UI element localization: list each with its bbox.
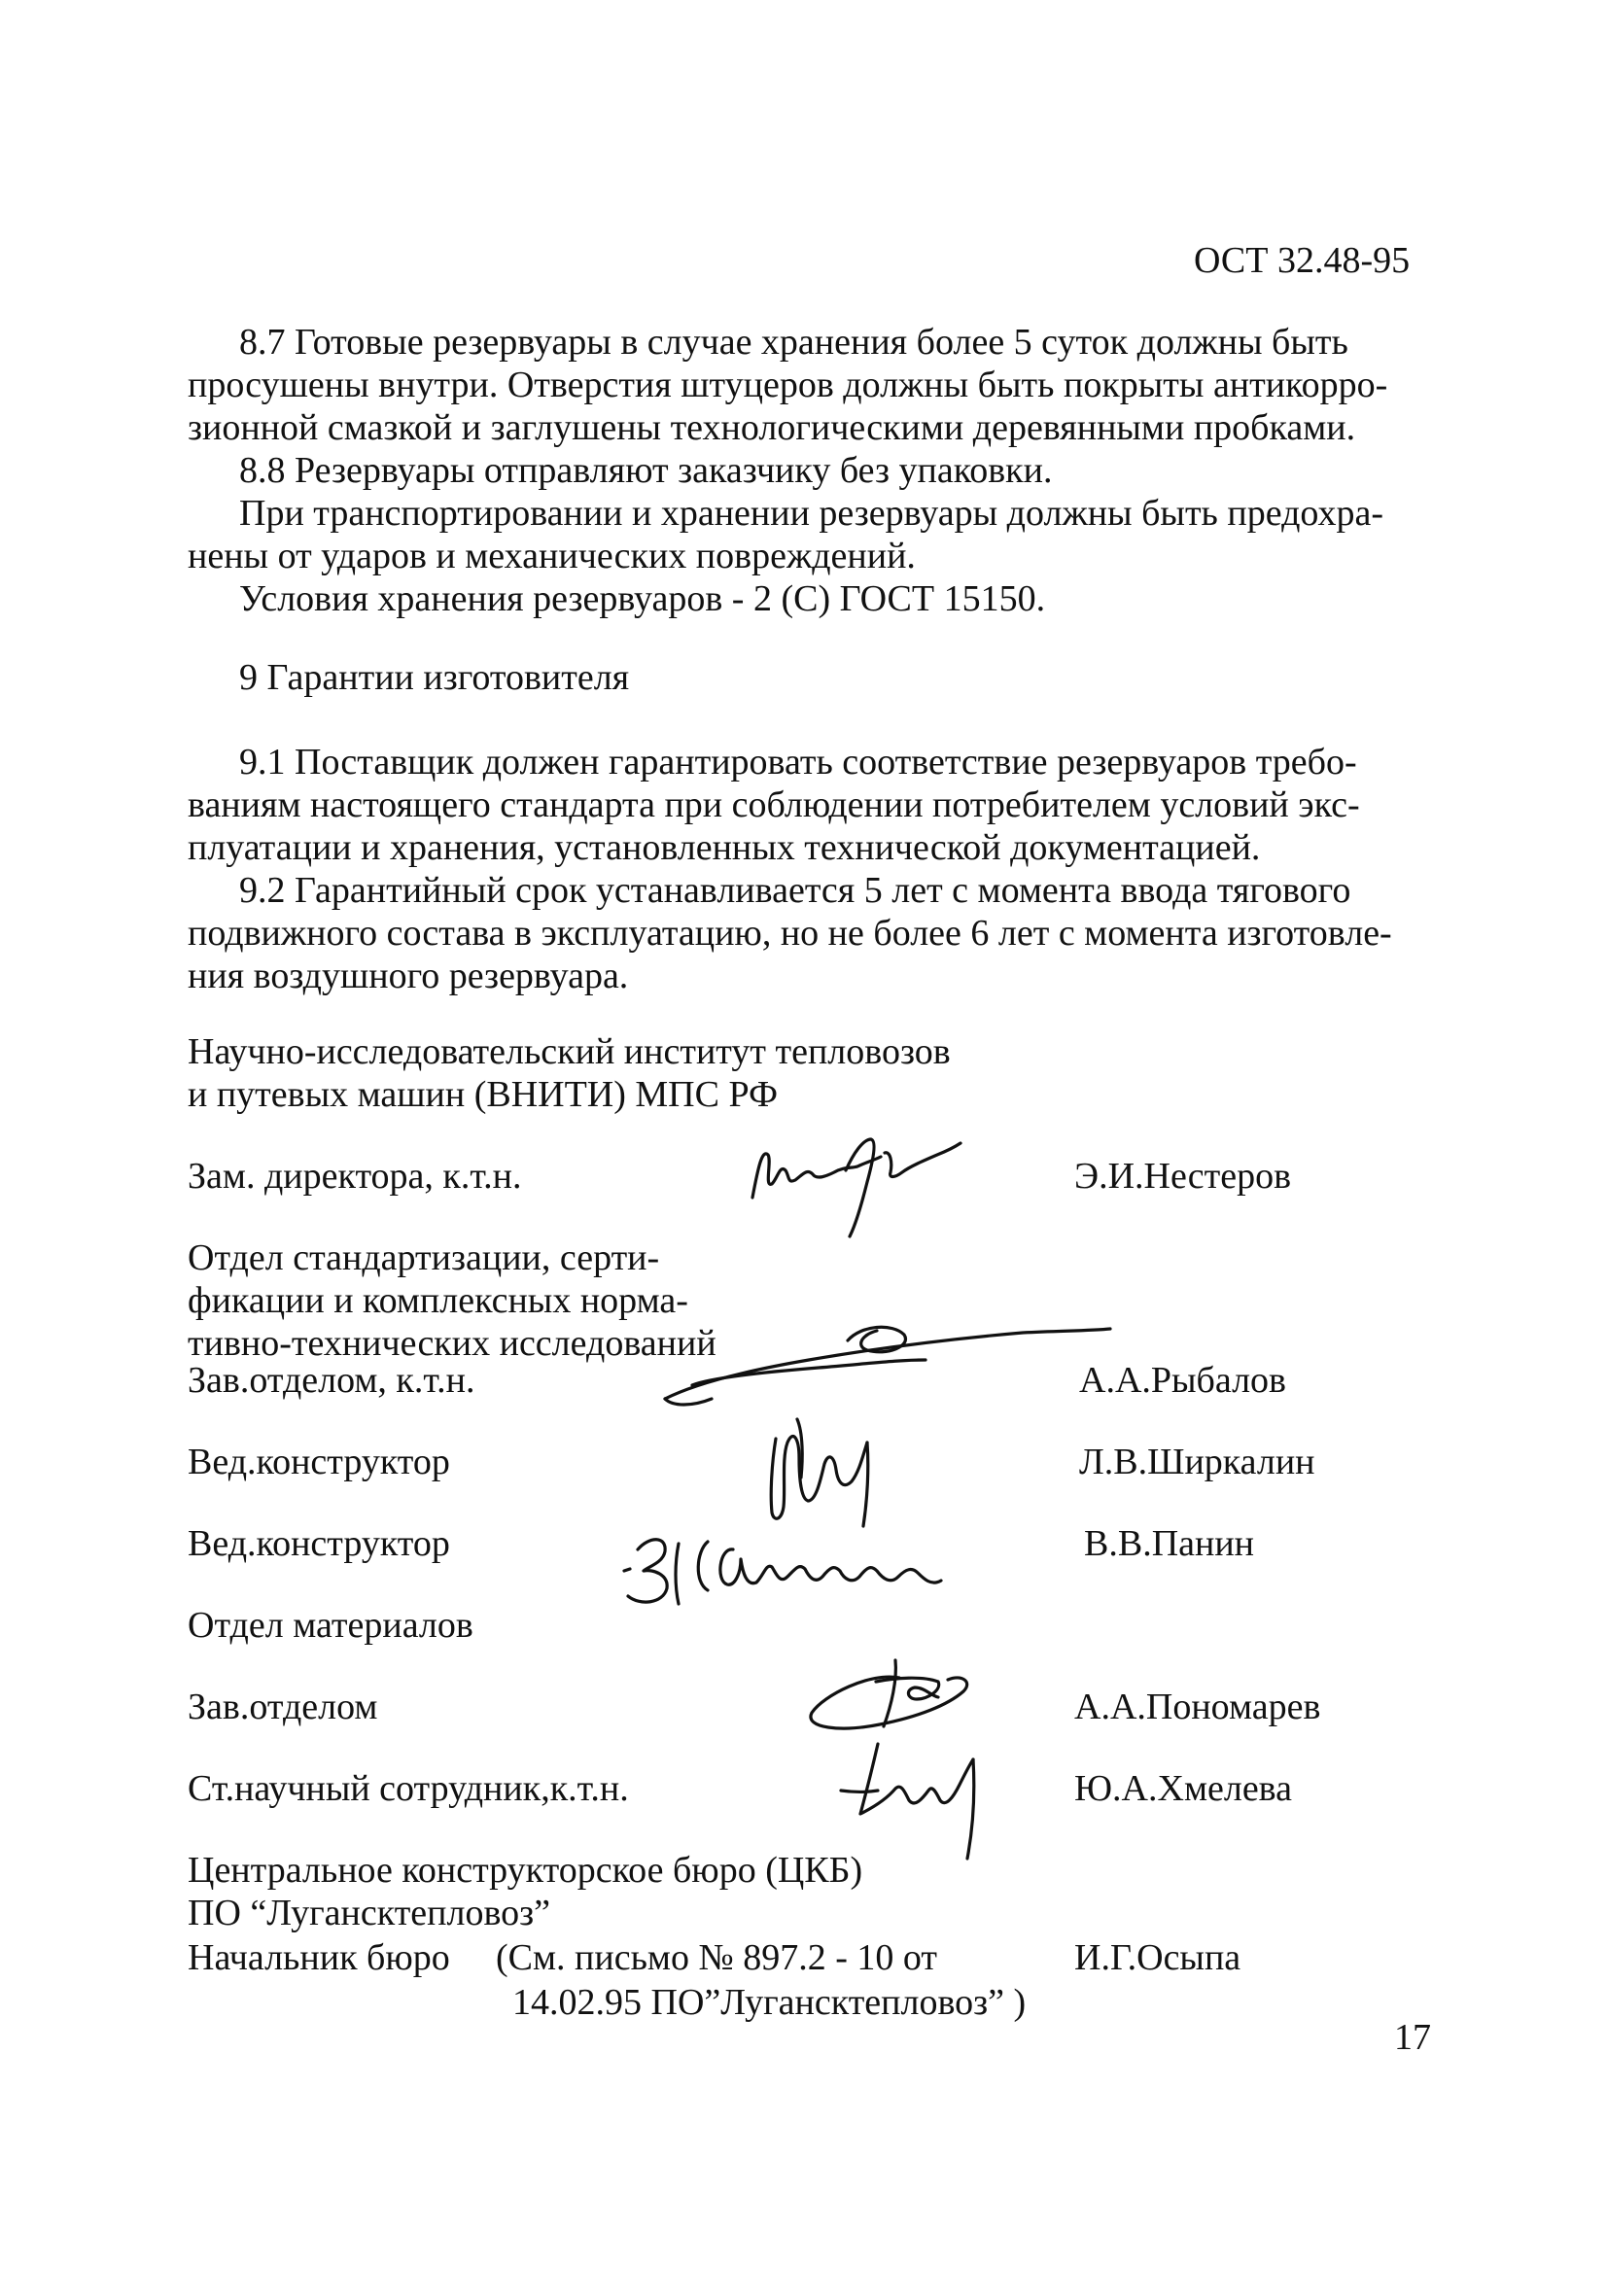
paragraph-9-1-line-3: плуатации и хранения, установленных технической документацией. xyxy=(188,827,1261,868)
lead-designer-1-name: Л.В.Ширкалин xyxy=(1079,1442,1315,1482)
bureau-head-note-line-1: (См. письмо № 897.2 - 10 от xyxy=(496,1937,937,1978)
standards-dept-line-3: тивно-технических исследований xyxy=(188,1323,716,1364)
paragraph-transport-line-2: нены от ударов и механических повреждений. xyxy=(188,536,916,576)
bureau-head-name: И.Г.Осыпа xyxy=(1074,1937,1241,1978)
senior-researcher-position: Ст.научный сотрудник,к.т.н. xyxy=(188,1768,629,1809)
institute-name-line-1: Научно-исследовательский институт тепловозов xyxy=(188,1031,951,1072)
paragraph-8-8: 8.8 Резервуары отправляют заказчику без упаковки. xyxy=(239,450,1053,491)
institute-name-line-2: и путевых машин (ВНИТИ) МПС РФ xyxy=(188,1074,778,1115)
deputy-director-position: Зам. директора, к.т.н. xyxy=(188,1156,522,1197)
document-code: ОСТ 32.48-95 xyxy=(1194,240,1411,281)
lead-designer-2-signature xyxy=(614,1507,984,1614)
lead-designer-2-position: Вед.конструктор xyxy=(188,1523,450,1564)
head-of-dept-name: А.А.Рыбалов xyxy=(1079,1360,1286,1401)
section-9-heading: 9 Гарантии изготовителя xyxy=(239,657,630,698)
paragraph-transport-line-1: При транспортировании и хранении резервуары должны быть предохра- xyxy=(239,493,1383,534)
head-of-dept-position: Зав.отделом, к.т.н. xyxy=(188,1360,475,1401)
materials-dept-label: Отдел материалов xyxy=(188,1605,473,1646)
bureau-head-note-line-2: 14.02.95 ПО”Лугансктепловоз” ) xyxy=(512,1982,1027,2023)
senior-researcher-name: Ю.А.Хмелева xyxy=(1074,1768,1292,1809)
paragraph-8-7-line-2: просушены внутри. Отверстия штуцеров должны быть покрыты антикорро- xyxy=(188,365,1388,405)
bureau-name-line-2: ПО “Лугансктепловоз” xyxy=(188,1893,551,1933)
deputy-director-signature xyxy=(739,1128,972,1244)
paragraph-9-1-line-1: 9.1 Поставщик должен гарантировать соответствие резервуаров требо- xyxy=(239,742,1357,783)
paragraph-9-2-line-1: 9.2 Гарантийный срок устанавливается 5 лет с момента ввода тягового xyxy=(239,870,1351,911)
senior-researcher-signature xyxy=(831,1730,1006,1866)
paragraph-8-7-line-3: зионной смазкой и заглушены технологическими деревянными пробками. xyxy=(188,407,1356,448)
lead-designer-2-name: В.В.Панин xyxy=(1084,1523,1255,1564)
page-number: 17 xyxy=(1394,2017,1431,2058)
materials-head-name: А.А.Пономарев xyxy=(1074,1687,1321,1727)
paragraph-8-7-line-1: 8.7 Готовые резервуары в случае хранения более 5 суток должны быть xyxy=(239,322,1348,363)
materials-head-position: Зав.отделом xyxy=(188,1687,378,1727)
paragraph-9-1-line-2: ваниям настоящего стандарта при соблюдении потребителем условий экс- xyxy=(188,784,1360,825)
bureau-head-position: Начальник бюро xyxy=(188,1937,450,1978)
paragraph-9-2-line-3: ния воздушного резервуара. xyxy=(188,956,629,996)
paragraph-9-2-line-2: подвижного состава в эксплуатацию, но не более 6 лет с момента изготовле- xyxy=(188,913,1392,954)
lead-designer-1-position: Вед.конструктор xyxy=(188,1442,450,1482)
paragraph-storage-conditions: Условия хранения резервуаров - 2 (С) ГОСТ 15150. xyxy=(239,578,1046,619)
bureau-name-line-1: Центральное конструкторское бюро (ЦКБ) xyxy=(188,1850,863,1891)
deputy-director-name: Э.И.Нестеров xyxy=(1074,1156,1292,1197)
standards-dept-line-1: Отдел стандартизации, серти- xyxy=(188,1237,660,1278)
standards-dept-line-2: фикации и комплексных норма- xyxy=(188,1280,688,1321)
